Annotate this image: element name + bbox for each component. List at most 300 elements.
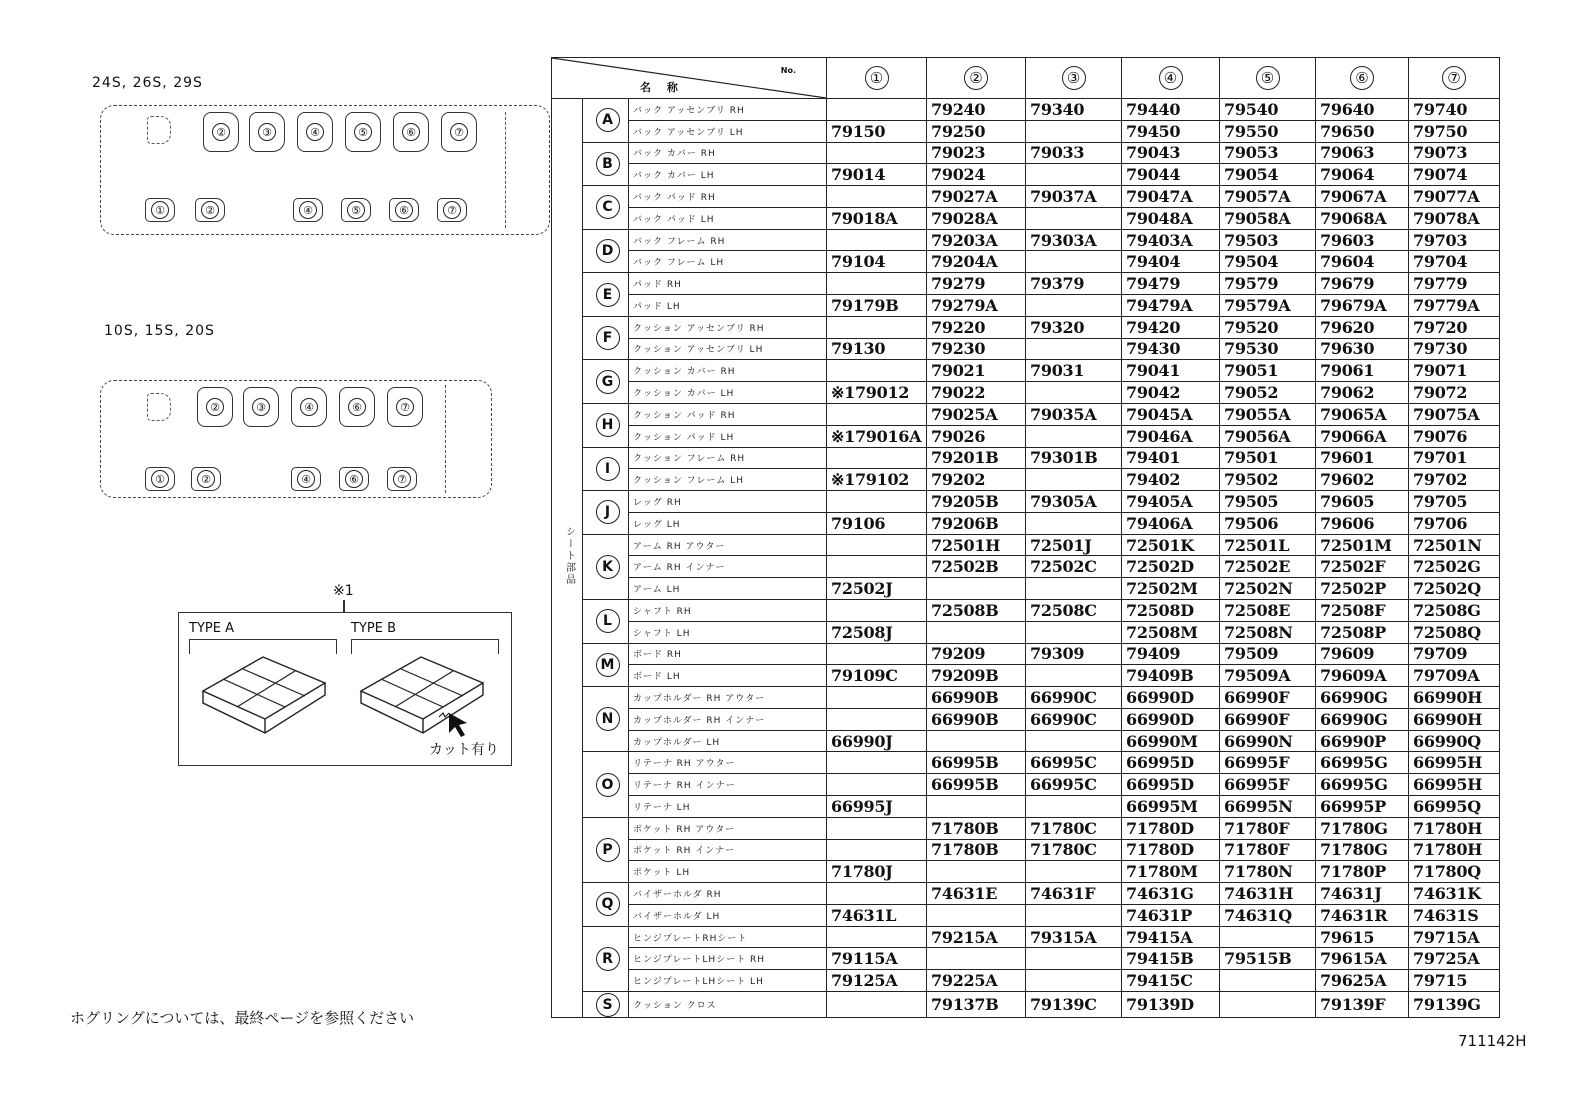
group-letter: O bbox=[596, 773, 620, 797]
part-number bbox=[1026, 469, 1122, 491]
part-name: レッグ LH bbox=[629, 512, 827, 534]
part-number: 79201B bbox=[927, 447, 1026, 469]
part-number: 71780F bbox=[1220, 817, 1316, 839]
part-number: 72508B bbox=[927, 599, 1026, 621]
group-letter-cell bbox=[583, 447, 629, 491]
part-number: 79779A bbox=[1409, 295, 1500, 317]
part-number: 74631E bbox=[927, 883, 1026, 905]
layout-caption-mid: 10S, 15S, 20S bbox=[104, 323, 215, 339]
part-number: 72508M bbox=[1122, 621, 1220, 643]
part-number: 79062 bbox=[1316, 382, 1409, 404]
part-number: 79740 bbox=[1409, 99, 1500, 121]
group-letter: R bbox=[596, 947, 620, 971]
part-number: 79579 bbox=[1220, 273, 1316, 295]
part-number bbox=[827, 273, 927, 295]
part-number bbox=[1026, 904, 1122, 926]
part-number: 79043 bbox=[1122, 142, 1220, 164]
seat bbox=[191, 467, 221, 491]
part-number: 79056A bbox=[1220, 425, 1316, 447]
part-name: クッション アッセンブリ RH bbox=[629, 316, 827, 338]
table-row bbox=[552, 469, 1500, 491]
part-number: 79068A bbox=[1316, 207, 1409, 229]
part-number: 71780J bbox=[827, 861, 927, 883]
part-number: 66990F bbox=[1220, 687, 1316, 709]
cushion-type-a-illustration bbox=[197, 649, 331, 739]
part-number: 79051 bbox=[1220, 360, 1316, 382]
part-number bbox=[1026, 665, 1122, 687]
part-number bbox=[1026, 970, 1122, 992]
part-number: 79705 bbox=[1409, 491, 1500, 513]
table-row bbox=[552, 883, 1500, 905]
part-number: 71780D bbox=[1122, 839, 1220, 861]
seat bbox=[195, 198, 225, 222]
group-letter-cell bbox=[583, 273, 629, 317]
part-number: 79209B bbox=[927, 665, 1026, 687]
seat-number: ③ bbox=[252, 398, 270, 416]
part-number: 79104 bbox=[827, 251, 927, 273]
part-number: 79230 bbox=[927, 338, 1026, 360]
group-letter-cell bbox=[583, 229, 629, 273]
page-code: 711142H bbox=[1458, 1032, 1527, 1050]
part-number: 79502 bbox=[1220, 469, 1316, 491]
seat bbox=[387, 467, 417, 491]
part-number: 79679A bbox=[1316, 295, 1409, 317]
part-number: 79053 bbox=[1220, 142, 1316, 164]
side-label-cell bbox=[552, 99, 583, 1018]
seat-number: ② bbox=[201, 201, 219, 219]
part-number: 79409 bbox=[1122, 643, 1220, 665]
part-number: 79604 bbox=[1316, 251, 1409, 273]
part-number: 72508D bbox=[1122, 599, 1220, 621]
part-number bbox=[827, 491, 927, 513]
part-number: 71780H bbox=[1409, 817, 1500, 839]
part-number: 66990G bbox=[1316, 708, 1409, 730]
type-marker: ※1 bbox=[333, 583, 354, 599]
part-number bbox=[1026, 382, 1122, 404]
table-row bbox=[552, 556, 1500, 578]
part-number bbox=[927, 796, 1026, 818]
table-row bbox=[552, 142, 1500, 164]
part-number bbox=[827, 99, 927, 121]
part-number: 79550 bbox=[1220, 120, 1316, 142]
part-number bbox=[827, 708, 927, 730]
part-number: 66990F bbox=[1220, 708, 1316, 730]
group-letter: S bbox=[596, 993, 620, 1017]
part-number bbox=[827, 447, 927, 469]
table-row bbox=[552, 403, 1500, 425]
part-number: 79063 bbox=[1316, 142, 1409, 164]
group-letter: J bbox=[596, 500, 620, 524]
part-number: 79139F bbox=[1316, 992, 1409, 1018]
parts-table bbox=[551, 57, 1500, 1018]
part-number bbox=[1220, 992, 1316, 1018]
part-number: 79409B bbox=[1122, 665, 1220, 687]
part-number: 79014 bbox=[827, 164, 927, 186]
part-number: 79179B bbox=[827, 295, 927, 317]
part-number: 79615A bbox=[1316, 948, 1409, 970]
part-number: 79139G bbox=[1409, 992, 1500, 1018]
seat bbox=[339, 467, 369, 491]
part-number: 66990C bbox=[1026, 687, 1122, 709]
seat bbox=[145, 467, 175, 491]
seat-number: ⑥ bbox=[395, 201, 413, 219]
seat bbox=[387, 387, 423, 427]
group-letter-cell bbox=[583, 752, 629, 817]
part-number: 79405A bbox=[1122, 491, 1220, 513]
part-number: 79601 bbox=[1316, 447, 1409, 469]
part-number: 79106 bbox=[827, 512, 927, 534]
table-header-row bbox=[552, 58, 1500, 99]
part-name: クッション フレーム RH bbox=[629, 447, 827, 469]
part-number: 79044 bbox=[1122, 164, 1220, 186]
part-number: 79630 bbox=[1316, 338, 1409, 360]
table-row bbox=[552, 120, 1500, 142]
part-number: 79479A bbox=[1122, 295, 1220, 317]
part-number bbox=[1220, 926, 1316, 948]
table-row bbox=[552, 665, 1500, 687]
part-number: 66995M bbox=[1122, 796, 1220, 818]
group-letter-cell bbox=[583, 491, 629, 535]
part-number: 79047A bbox=[1122, 186, 1220, 208]
group-letter: E bbox=[596, 283, 620, 307]
group-letter-cell bbox=[583, 643, 629, 687]
bus-layout-mid bbox=[100, 380, 492, 498]
seat-number: ③ bbox=[258, 123, 276, 141]
table-row bbox=[552, 643, 1500, 665]
part-number: 66995C bbox=[1026, 752, 1122, 774]
table-row bbox=[552, 360, 1500, 382]
group-letter: F bbox=[596, 326, 620, 350]
table-row bbox=[552, 687, 1500, 709]
part-number: 79715 bbox=[1409, 970, 1500, 992]
part-number: 72502M bbox=[1122, 578, 1220, 600]
table-row bbox=[552, 99, 1500, 121]
part-number: 71780M bbox=[1122, 861, 1220, 883]
part-number: 79023 bbox=[927, 142, 1026, 164]
part-number: 72501H bbox=[927, 534, 1026, 556]
part-number bbox=[1026, 730, 1122, 752]
seat bbox=[293, 198, 323, 222]
table-row bbox=[552, 251, 1500, 273]
part-number: 71780D bbox=[1122, 817, 1220, 839]
part-number: 72502D bbox=[1122, 556, 1220, 578]
seat-number: ⑥ bbox=[402, 123, 420, 141]
header-name-cell bbox=[552, 58, 827, 99]
part-number: 79279A bbox=[927, 295, 1026, 317]
group-letter: D bbox=[596, 239, 620, 263]
part-number: 66995P bbox=[1316, 796, 1409, 818]
part-name: ポケット RH インナー bbox=[629, 839, 827, 861]
part-number: 79679 bbox=[1316, 273, 1409, 295]
part-number: ※179102 bbox=[827, 469, 927, 491]
table-row bbox=[552, 534, 1500, 556]
seat-number: ① bbox=[151, 201, 169, 219]
part-number: 79065A bbox=[1316, 403, 1409, 425]
table-row bbox=[552, 970, 1500, 992]
part-number: 79615 bbox=[1316, 926, 1409, 948]
column-header-1: ① bbox=[827, 58, 927, 99]
part-number: 79061 bbox=[1316, 360, 1409, 382]
part-number: 79024 bbox=[927, 164, 1026, 186]
seat-number: ⑦ bbox=[450, 123, 468, 141]
part-name: ヒンジプレートLHシート RH bbox=[629, 948, 827, 970]
part-number: 79064 bbox=[1316, 164, 1409, 186]
part-number: 79018A bbox=[827, 207, 927, 229]
part-number: 79703 bbox=[1409, 229, 1500, 251]
part-number: 79046A bbox=[1122, 425, 1220, 447]
part-number: 72502P bbox=[1316, 578, 1409, 600]
part-number: 79041 bbox=[1122, 360, 1220, 382]
part-number: 66995B bbox=[927, 774, 1026, 796]
group-letter: K bbox=[596, 555, 620, 579]
part-name: ヒンジプレートLHシート LH bbox=[629, 970, 827, 992]
seat bbox=[297, 112, 333, 152]
part-number bbox=[827, 360, 927, 382]
seat bbox=[341, 198, 371, 222]
part-number: 79520 bbox=[1220, 316, 1316, 338]
part-number: 79240 bbox=[927, 99, 1026, 121]
part-number: 79715A bbox=[1409, 926, 1500, 948]
seat bbox=[345, 112, 381, 152]
part-number: 72508E bbox=[1220, 599, 1316, 621]
part-number: 72502F bbox=[1316, 556, 1409, 578]
part-number: 66995Q bbox=[1409, 796, 1500, 818]
part-number: 79027A bbox=[927, 186, 1026, 208]
table-row bbox=[552, 599, 1500, 621]
group-letter: Q bbox=[596, 892, 620, 916]
part-number: ※179016A bbox=[827, 425, 927, 447]
table-row bbox=[552, 382, 1500, 404]
part-number: 71780C bbox=[1026, 817, 1122, 839]
part-number: 79058A bbox=[1220, 207, 1316, 229]
group-letter-cell bbox=[583, 360, 629, 404]
part-name: クッション カバー RH bbox=[629, 360, 827, 382]
seat-number: ② bbox=[212, 123, 230, 141]
part-number: 71780H bbox=[1409, 839, 1500, 861]
part-number: 79075A bbox=[1409, 403, 1500, 425]
table-row bbox=[552, 621, 1500, 643]
part-number: 79209 bbox=[927, 643, 1026, 665]
part-number: 66990B bbox=[927, 708, 1026, 730]
table-row bbox=[552, 338, 1500, 360]
seat-number: ④ bbox=[299, 201, 317, 219]
column-header-3: ③ bbox=[1026, 58, 1122, 99]
seat bbox=[393, 112, 429, 152]
part-name: レッグ RH bbox=[629, 491, 827, 513]
group-letter: I bbox=[596, 457, 620, 481]
seat-number: ⑥ bbox=[348, 398, 366, 416]
part-number bbox=[827, 774, 927, 796]
part-number: 79640 bbox=[1316, 99, 1409, 121]
part-name: バック フレーム LH bbox=[629, 251, 827, 273]
table-row bbox=[552, 839, 1500, 861]
part-number: 79074 bbox=[1409, 164, 1500, 186]
bus-layout-top bbox=[100, 105, 550, 235]
part-number: 66990C bbox=[1026, 708, 1122, 730]
part-number: 79501 bbox=[1220, 447, 1316, 469]
part-number bbox=[1026, 338, 1122, 360]
table-row bbox=[552, 425, 1500, 447]
group-letter-cell bbox=[583, 534, 629, 599]
part-name: バイザーホルダ LH bbox=[629, 904, 827, 926]
group-letter: P bbox=[596, 838, 620, 862]
part-number: 79602 bbox=[1316, 469, 1409, 491]
part-number: 66995B bbox=[927, 752, 1026, 774]
group-letter: L bbox=[596, 609, 620, 633]
part-number: 79137B bbox=[927, 992, 1026, 1018]
table-row bbox=[552, 229, 1500, 251]
part-number: 79115A bbox=[827, 948, 927, 970]
seat bbox=[437, 198, 467, 222]
column-header-2: ② bbox=[927, 58, 1026, 99]
driver-seat bbox=[147, 116, 171, 144]
part-name: カップホルダー RH アウター bbox=[629, 687, 827, 709]
part-number: 79025A bbox=[927, 403, 1026, 425]
group-letter: B bbox=[596, 152, 620, 176]
column-header-7: ⑦ bbox=[1409, 58, 1500, 99]
table-row bbox=[552, 578, 1500, 600]
part-number: 79404 bbox=[1122, 251, 1220, 273]
column-header-5: ⑤ bbox=[1220, 58, 1316, 99]
column-header-4: ④ bbox=[1122, 58, 1220, 99]
part-number: 71780B bbox=[927, 817, 1026, 839]
part-number: 74631L bbox=[827, 904, 927, 926]
part-number: 66995D bbox=[1122, 752, 1220, 774]
part-name: カップホルダー LH bbox=[629, 730, 827, 752]
part-number: 79540 bbox=[1220, 99, 1316, 121]
part-number: 79042 bbox=[1122, 382, 1220, 404]
part-name: バック カバー LH bbox=[629, 164, 827, 186]
type-b-label: TYPE B bbox=[351, 621, 396, 636]
part-name: アーム RH アウター bbox=[629, 534, 827, 556]
part-number: 79250 bbox=[927, 120, 1026, 142]
part-number: 72508G bbox=[1409, 599, 1500, 621]
part-name: バック カバー RH bbox=[629, 142, 827, 164]
part-number: 71780B bbox=[927, 839, 1026, 861]
group-letter: A bbox=[596, 108, 620, 132]
part-number: 79028A bbox=[927, 207, 1026, 229]
seat bbox=[203, 112, 239, 152]
part-number: 79205B bbox=[927, 491, 1026, 513]
part-number bbox=[1026, 621, 1122, 643]
part-number: 79709A bbox=[1409, 665, 1500, 687]
part-number: 66995F bbox=[1220, 752, 1316, 774]
part-number: 79035A bbox=[1026, 403, 1122, 425]
part-number bbox=[1026, 120, 1122, 142]
part-number: 79402 bbox=[1122, 469, 1220, 491]
part-number: 66990D bbox=[1122, 687, 1220, 709]
part-number: 66995F bbox=[1220, 774, 1316, 796]
part-number: 79139D bbox=[1122, 992, 1220, 1018]
part-name: リテーナ RH アウター bbox=[629, 752, 827, 774]
part-number: 66990M bbox=[1122, 730, 1220, 752]
part-name: バック フレーム RH bbox=[629, 229, 827, 251]
part-number: 79420 bbox=[1122, 316, 1220, 338]
part-number: 79309 bbox=[1026, 643, 1122, 665]
part-number: 66990J bbox=[827, 730, 927, 752]
seat bbox=[249, 112, 285, 152]
part-number: 79202 bbox=[927, 469, 1026, 491]
rear-bench bbox=[445, 385, 486, 493]
part-number: 79048A bbox=[1122, 207, 1220, 229]
group-letter: C bbox=[596, 195, 620, 219]
cut-note: カット有り bbox=[429, 742, 499, 758]
part-number bbox=[1026, 207, 1122, 229]
part-number bbox=[827, 992, 927, 1018]
part-number: 71780G bbox=[1316, 839, 1409, 861]
part-number: 79078A bbox=[1409, 207, 1500, 229]
part-number: 79609 bbox=[1316, 643, 1409, 665]
part-name: ポケット LH bbox=[629, 861, 827, 883]
part-number: 71780Q bbox=[1409, 861, 1500, 883]
part-name: アーム RH インナー bbox=[629, 556, 827, 578]
part-number: 79077A bbox=[1409, 186, 1500, 208]
seat bbox=[441, 112, 477, 152]
part-number: 74631Q bbox=[1220, 904, 1316, 926]
part-number bbox=[827, 883, 927, 905]
part-name: クッション アッセンブリ LH bbox=[629, 338, 827, 360]
part-number: 72502N bbox=[1220, 578, 1316, 600]
part-number bbox=[827, 534, 927, 556]
part-name: パッド RH bbox=[629, 273, 827, 295]
part-number bbox=[927, 904, 1026, 926]
seat-number: ⑦ bbox=[393, 470, 411, 488]
table-row bbox=[552, 926, 1500, 948]
part-number: 79515B bbox=[1220, 948, 1316, 970]
part-number: 79509A bbox=[1220, 665, 1316, 687]
part-name: リテーナ LH bbox=[629, 796, 827, 818]
group-letter-cell bbox=[583, 186, 629, 230]
part-number: 79625A bbox=[1316, 970, 1409, 992]
part-number bbox=[927, 578, 1026, 600]
part-number bbox=[927, 861, 1026, 883]
part-number: 72502C bbox=[1026, 556, 1122, 578]
part-number: 79031 bbox=[1026, 360, 1122, 382]
part-number: 66995H bbox=[1409, 752, 1500, 774]
part-number: 74631K bbox=[1409, 883, 1500, 905]
part-number bbox=[827, 599, 927, 621]
part-number: 72502J bbox=[827, 578, 927, 600]
part-number: 79415B bbox=[1122, 948, 1220, 970]
seat-number: ④ bbox=[297, 470, 315, 488]
part-number: 79109C bbox=[827, 665, 927, 687]
part-number: 66995N bbox=[1220, 796, 1316, 818]
table-row bbox=[552, 948, 1500, 970]
part-number: 66990G bbox=[1316, 687, 1409, 709]
part-number: 79504 bbox=[1220, 251, 1316, 273]
part-number: 71780N bbox=[1220, 861, 1316, 883]
part-name: パッド LH bbox=[629, 295, 827, 317]
part-number: 79071 bbox=[1409, 360, 1500, 382]
part-number: 79430 bbox=[1122, 338, 1220, 360]
part-number: 79609A bbox=[1316, 665, 1409, 687]
part-number: 79605 bbox=[1316, 491, 1409, 513]
table-row bbox=[552, 861, 1500, 883]
group-letter: H bbox=[596, 413, 620, 437]
part-number: 66990H bbox=[1409, 687, 1500, 709]
part-number: 66995G bbox=[1316, 774, 1409, 796]
part-number bbox=[827, 839, 927, 861]
part-number bbox=[827, 229, 927, 251]
seat-number: ⑦ bbox=[443, 201, 461, 219]
part-number: 79506 bbox=[1220, 512, 1316, 534]
part-number: 79530 bbox=[1220, 338, 1316, 360]
part-number: 79505 bbox=[1220, 491, 1316, 513]
layout-caption-top: 24S, 26S, 29S bbox=[92, 75, 203, 91]
part-number: 79320 bbox=[1026, 316, 1122, 338]
part-number: 72502G bbox=[1409, 556, 1500, 578]
part-number: 79021 bbox=[927, 360, 1026, 382]
